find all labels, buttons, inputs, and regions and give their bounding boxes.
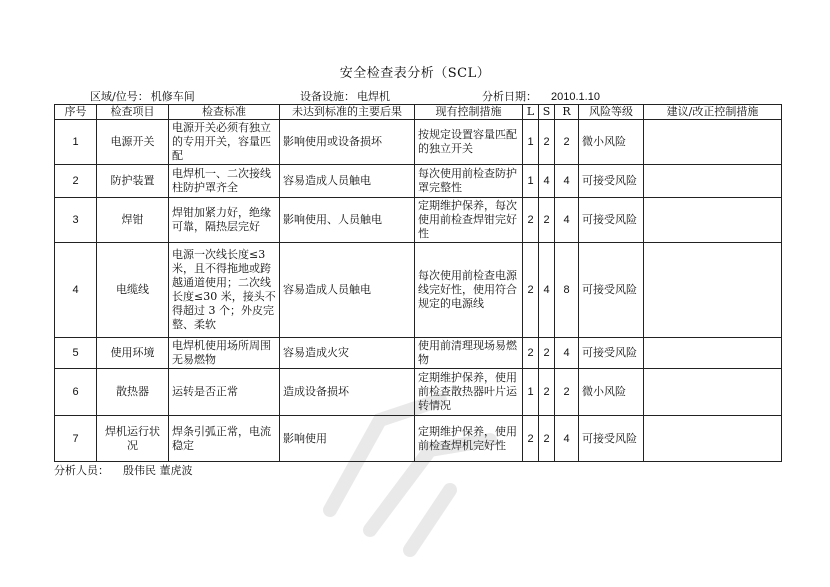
cell-item: 防护装置 [97,165,169,198]
cell-level: 可接受风险 [579,338,644,369]
cell-no: 3 [55,198,97,243]
cell-s: 2 [539,120,555,165]
cell-l: 1 [523,120,539,165]
equipment-label: 设备设施： [300,90,355,103]
cell-standard: 焊钳加紧力好，绝缘可靠，隔热层完好 [169,198,280,243]
analyst-footer [54,462,193,478]
cell-r: 4 [555,416,579,462]
equipment-field [300,88,390,104]
analyst-value: 殷伟民 董虎波 [123,464,193,477]
cell-level: 可接受风险 [579,416,644,462]
cell-item: 散热器 [97,369,169,416]
cell-standard: 电焊机一、二次接线柱防护罩齐全 [169,165,280,198]
cell-no: 4 [55,243,97,338]
table-row [55,338,782,369]
cell-item: 使用环境 [97,338,169,369]
cell-consequence: 影响使用、人员触电 [280,198,415,243]
header-consequence: 未达到标准的主要后果 [280,105,415,120]
cell-no: 1 [55,120,97,165]
cell-s: 4 [539,243,555,338]
cell-standard: 电源一次线长度≤3米，且不得拖地或跨越通道使用；二次线长度≤30 米，接头不得超过 3 个；外皮完整、柔软 [169,243,280,338]
cell-l: 2 [523,198,539,243]
cell-suggestion [644,198,782,243]
cell-no: 2 [55,165,97,198]
cell-suggestion [644,243,782,338]
cell-level: 可接受风险 [579,165,644,198]
cell-item: 电缆线 [97,243,169,338]
header-row [55,105,782,120]
cell-s: 2 [539,338,555,369]
cell-measure: 定期维护保养，使用前检查焊机完好性 [415,416,523,462]
cell-s: 2 [539,416,555,462]
table-row [55,120,782,165]
table-row [55,243,782,338]
cell-l: 1 [523,369,539,416]
date-label: 分析日期： [482,90,537,103]
cell-item: 电源开关 [97,120,169,165]
table-row [55,416,782,462]
scl-table [54,104,782,462]
cell-r: 4 [555,198,579,243]
cell-suggestion [644,416,782,462]
cell-s: 2 [539,198,555,243]
cell-suggestion [644,338,782,369]
cell-s: 4 [539,165,555,198]
cell-l: 2 [523,243,539,338]
cell-level: 微小风险 [579,369,644,416]
header-l: L [523,105,539,120]
cell-consequence: 造成设备损坏 [280,369,415,416]
cell-consequence: 影响使用或设备损坏 [280,120,415,165]
header-no: 序号 [55,105,97,120]
header-s: S [539,105,555,120]
cell-consequence: 容易造成火灾 [280,338,415,369]
cell-level: 可接受风险 [579,243,644,338]
cell-no: 7 [55,416,97,462]
cell-l: 1 [523,165,539,198]
cell-standard: 运转是否正常 [169,369,280,416]
cell-l: 2 [523,338,539,369]
cell-item: 焊钳 [97,198,169,243]
page-title: 安全检查表分析（SCL） [339,66,491,81]
cell-standard: 电焊机使用场所周围无易燃物 [169,338,280,369]
date-value: 2010.1.10 [551,91,600,103]
cell-suggestion [644,165,782,198]
analyst-label: 分析人员： [54,464,109,477]
equipment-value: 电焊机 [357,90,390,103]
header-level: 风险等级 [579,105,644,120]
cell-r: 4 [555,165,579,198]
cell-no: 6 [55,369,97,416]
cell-measure: 每次使用前检查防护罩完整性 [415,165,523,198]
cell-l: 2 [523,416,539,462]
header-suggestion: 建议/改正控制措施 [644,105,782,120]
cell-measure: 定期维护保养，使用前检查散热器叶片运转情况 [415,369,523,416]
cell-measure: 定期维护保养，每次使用前检查焊钳完好性 [415,198,523,243]
cell-s: 2 [539,369,555,416]
header-item: 检查项目 [97,105,169,120]
header-measure: 现有控制措施 [415,105,523,120]
cell-standard: 焊条引弧正常，电流稳定 [169,416,280,462]
area-field [90,88,195,104]
date-field [482,88,600,104]
cell-r: 2 [555,369,579,416]
table-row [55,165,782,198]
table-row [55,198,782,243]
cell-no: 5 [55,338,97,369]
cell-level: 可接受风险 [579,198,644,243]
header-standard: 检查标准 [169,105,280,120]
cell-suggestion [644,120,782,165]
cell-r: 8 [555,243,579,338]
header-r: R [555,105,579,120]
cell-consequence: 容易造成人员触电 [280,165,415,198]
cell-measure: 每次使用前检查电源线完好性，使用符合规定的电源线 [415,243,523,338]
area-label: 区域/位号： [90,90,149,103]
area-value: 机修车间 [150,90,195,103]
table-row [55,369,782,416]
cell-measure: 使用前清理现场易燃物 [415,338,523,369]
cell-measure: 按规定设置容量匹配的独立开关 [415,120,523,165]
cell-item: 焊机运行状况 [97,416,169,462]
cell-r: 2 [555,120,579,165]
cell-consequence: 容易造成人员触电 [280,243,415,338]
cell-level: 微小风险 [579,120,644,165]
cell-r: 4 [555,338,579,369]
cell-consequence: 影响使用 [280,416,415,462]
cell-standard: 电源开关必须有独立的专用开关，容量匹配 [169,120,280,165]
cell-suggestion [644,369,782,416]
